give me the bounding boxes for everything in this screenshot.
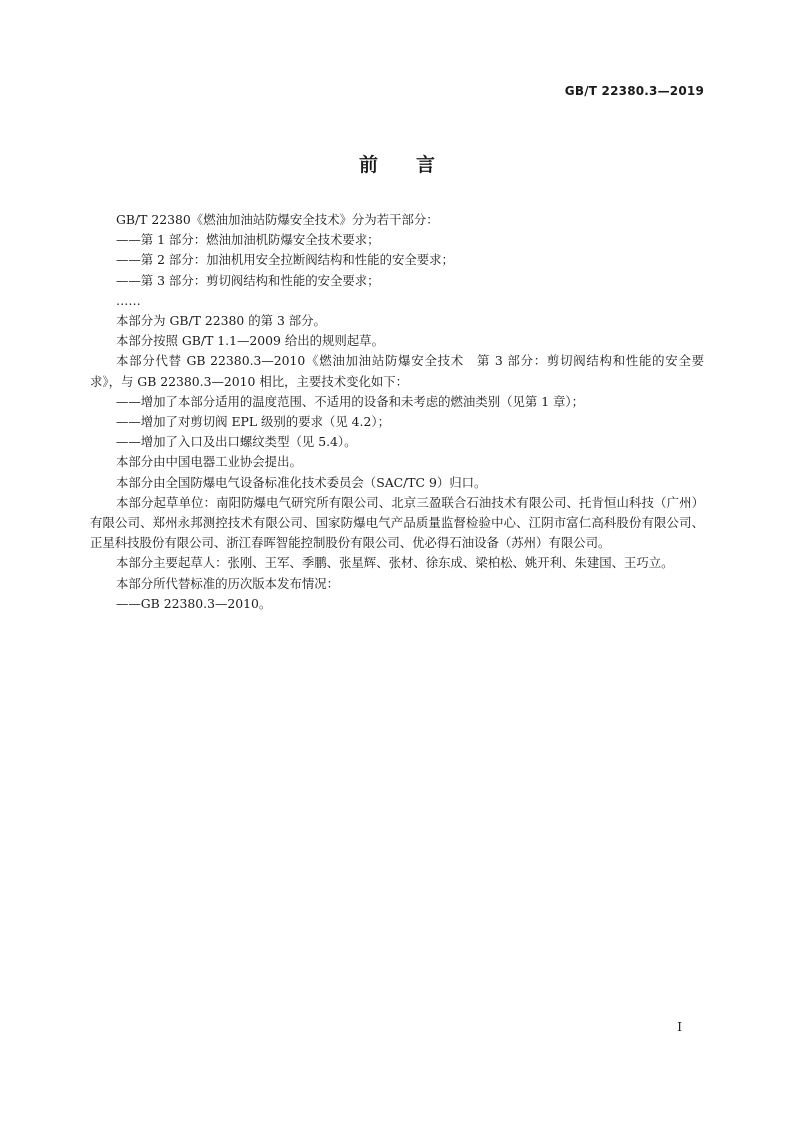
list-item-part3: ——第 3 部分：剪切阀结构和性能的安全要求； (116, 272, 380, 288)
paragraph-drafters: 本部分主要起草人：张刚、王军、季鹏、张星辉、张材、徐东成、梁柏松、姚开利、朱建国、王巧立。 (116, 555, 674, 571)
paragraph-history: 本部分所代替标准的历次版本发布情况： (116, 575, 340, 591)
list-item-history1: ——GB 22380.3—2010。 (116, 595, 272, 611)
paragraph-intro: GB/T 22380《燃油加油站防爆安全技术》分为若干部分： (116, 212, 439, 227)
paragraph-part-statement: 本部分为 GB/T 22380 的第 3 部分。 (116, 313, 326, 329)
paragraph-drafting-units: 本部分起草单位：南阳防爆电气研究所有限公司、北京三盈联合石油技术有限公司、托肯恒山科技（广州）有限公司、郑州永邦测控技术有限公司、国家防爆电气产品质量监督检验中心、江阴市富仁高科股份有限公司、正星科技股份有限公司、浙江春晖智能控制股份有限公司、优必得石油设备（苏州）有限公司。 (90, 494, 704, 551)
standard-number: GB/T 22380.3—2019 (564, 84, 704, 98)
foreword-body (90, 210, 704, 614)
paragraph-committee: 本部分由全国防爆电气设备标准化技术委员会（SAC/TC 9）归口。 (116, 474, 487, 490)
list-item-part2: ——第 2 部分：加油机用安全拉断阀结构和性能的安全要求； (116, 252, 454, 268)
page-number: I (677, 1020, 682, 1034)
paragraph-proposer: 本部分由中国电器工业协会提出。 (116, 454, 302, 470)
paragraph-drafting-rules: 本部分按照 GB/T 1.1—2009 给出的规则起草。 (116, 333, 384, 349)
page-title: 前言 (358, 154, 473, 176)
list-item-change1: ——增加了本部分适用的温度范围、不适用的设备和未考虑的燃油类别（见第 1 章）； (116, 393, 585, 409)
paragraph-replacement: 本部分代替 GB 22380.3—2010《燃油加油站防爆安全技术 第 3 部分：剪切阀结构和性能的安全要求》，与 GB 22380.3—2010 相比，主要技术变化如下： (90, 353, 704, 389)
list-item-change2: ——增加了对剪切阀 EPL 级别的要求（见 4.2）； (116, 414, 390, 430)
list-ellipsis: …… (116, 292, 141, 308)
list-item-change3: ——增加了入口及出口螺纹类型（见 5.4）。 (116, 434, 357, 450)
list-item-part1: ——第 1 部分：燃油加油机防爆安全技术要求； (116, 232, 380, 248)
